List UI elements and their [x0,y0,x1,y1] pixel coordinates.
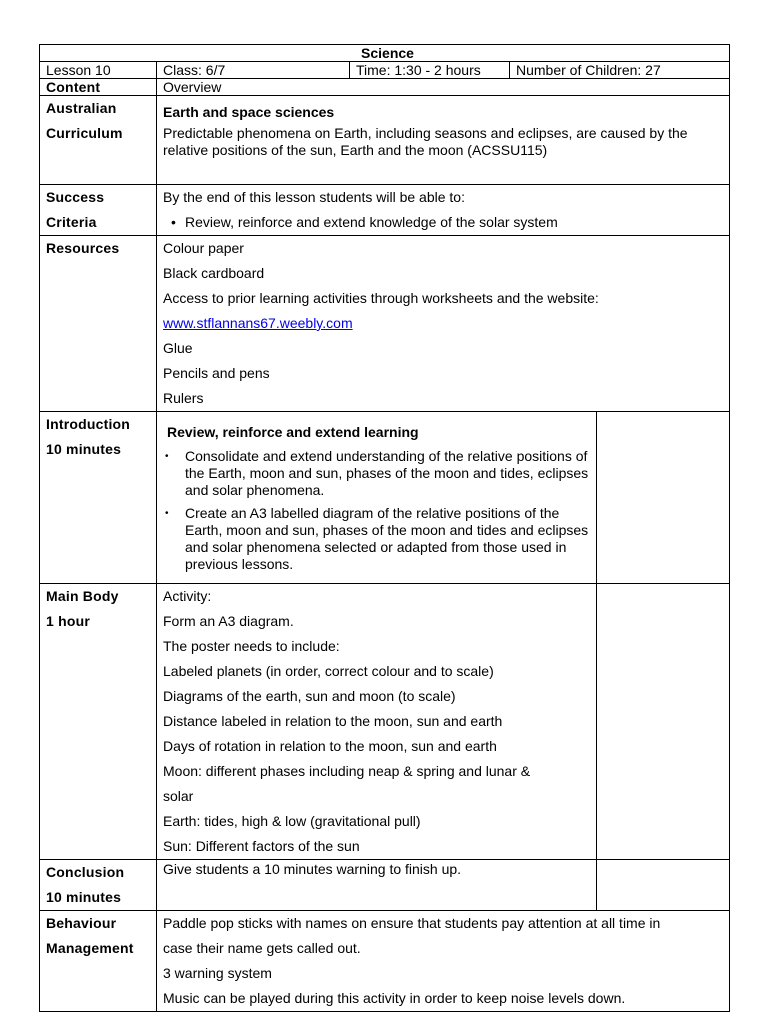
children-count: Number of Children: 27 [510,62,730,79]
list-item [163,448,596,499]
introduction-heading: Review, reinforce and extend learning [167,424,419,440]
main-body-row [40,584,730,860]
behaviour-row [40,911,730,1012]
conclusion-cell [157,860,597,911]
resources-label: Resources [40,236,157,412]
introduction-bullet-list [163,448,596,573]
curriculum-heading: Earth and space sciences [163,104,335,120]
list-item: Access to prior learning activities through worksheets and the website: [163,290,599,306]
conclusion-label-2: 10 minutes [46,889,122,905]
list-item: 3 warning system [163,965,272,981]
list-item [163,505,596,573]
success-intro: By the end of this lesson students will be able to: [163,189,465,205]
list-item: Earth: tides, high & low (gravitational pull) [163,813,421,829]
list-item: Black cardboard [163,265,265,281]
introduction-bullet-text: Consolidate and extend understanding of the relative positions of the Earth, moon and sun, phases of the moon and tides, eclipses and solar phenomena. [185,448,589,498]
lesson-plan-table [39,44,730,1012]
list-item: Labeled planets (in order, correct colour and to scale) [163,663,494,679]
conclusion-text: Give students a 10 minutes warning to finish up. [163,861,462,877]
list-item: Paddle pop sticks with names on ensure that students pay attention at all time in [163,915,661,931]
main-body-label [40,584,157,860]
success-bullet-list [163,210,729,235]
list-item: Rulers [163,390,204,406]
resources-row [40,236,730,412]
main-body-notes-cell [597,584,730,860]
website-link[interactable]: www.stflannans67.weebly.com [163,315,353,331]
curriculum-label-2: Curriculum [46,125,123,141]
list-item: Days of rotation in relation to the moon, sun and earth [163,738,497,754]
success-label-2: Criteria [46,214,97,230]
content-row [40,79,730,96]
list-item: Colour paper [163,240,244,256]
introduction-label-2: 10 minutes [46,441,122,457]
curriculum-label [40,96,157,185]
time-info: Time: 1:30 - 2 hours [350,62,510,79]
content-label: Content [40,79,157,96]
header-row [40,62,730,79]
success-cell [157,185,730,236]
lesson-number: Lesson 10 [40,62,157,79]
bullet-icon: • [165,508,169,519]
list-item: Diagrams of the earth, sun and moon (to scale) [163,688,456,704]
curriculum-row [40,96,730,185]
bullet-icon: • [171,214,176,230]
success-bullet-text: Review, reinforce and extend knowledge of the solar system [185,214,558,230]
list-item: Music can be played during this activity in order to keep noise levels down. [163,990,626,1006]
list-item: Pencils and pens [163,365,270,381]
list-item: case their name gets called out. [163,940,361,956]
curriculum-text: Predictable phenomena on Earth, including seasons and eclipses, are caused by the relative positions of the sun, Earth and the moon (ACSSU115) [163,125,688,158]
main-body-label-2: 1 hour [46,613,90,629]
curriculum-label-1: Australian [46,100,117,116]
content-value: Overview [157,79,730,96]
list-item [163,210,729,235]
introduction-notes-cell [597,412,730,584]
conclusion-row [40,860,730,911]
conclusion-label-1: Conclusion [46,864,125,880]
conclusion-label [40,860,157,911]
introduction-row [40,412,730,584]
page-title: Science [40,45,730,62]
resources-cell [157,236,730,412]
introduction-bullet-text: Create an A3 labelled diagram of the relative positions of the Earth, moon and sun, phases of the moon and tides and eclipses and solar phenomena selected or adapted from those used in previous lessons. [185,505,589,572]
behaviour-label-1: Behaviour [46,915,117,931]
bullet-icon: • [165,451,169,462]
conclusion-notes-cell [597,860,730,911]
list-item: Activity: [163,588,212,604]
behaviour-cell [157,911,730,1012]
success-label [40,185,157,236]
list-item: solar [163,788,194,804]
introduction-label [40,412,157,584]
introduction-cell [157,412,597,584]
behaviour-label [40,911,157,1012]
behaviour-label-2: Management [46,940,134,956]
list-item: Form an A3 diagram. [163,613,294,629]
introduction-label-1: Introduction [46,416,131,432]
main-body-label-1: Main Body [46,588,119,604]
main-body-cell [157,584,597,860]
curriculum-cell [157,96,730,185]
list-item: Moon: different phases including neap & spring and lunar & [163,763,531,779]
success-label-1: Success [46,189,105,205]
class-info: Class: 6/7 [157,62,350,79]
list-item: The poster needs to include: [163,638,340,654]
list-item: Glue [163,340,193,356]
success-row [40,185,730,236]
title-row [40,45,730,62]
list-item: Distance labeled in relation to the moon, sun and earth [163,713,503,729]
list-item: Sun: Different factors of the sun [163,838,360,854]
